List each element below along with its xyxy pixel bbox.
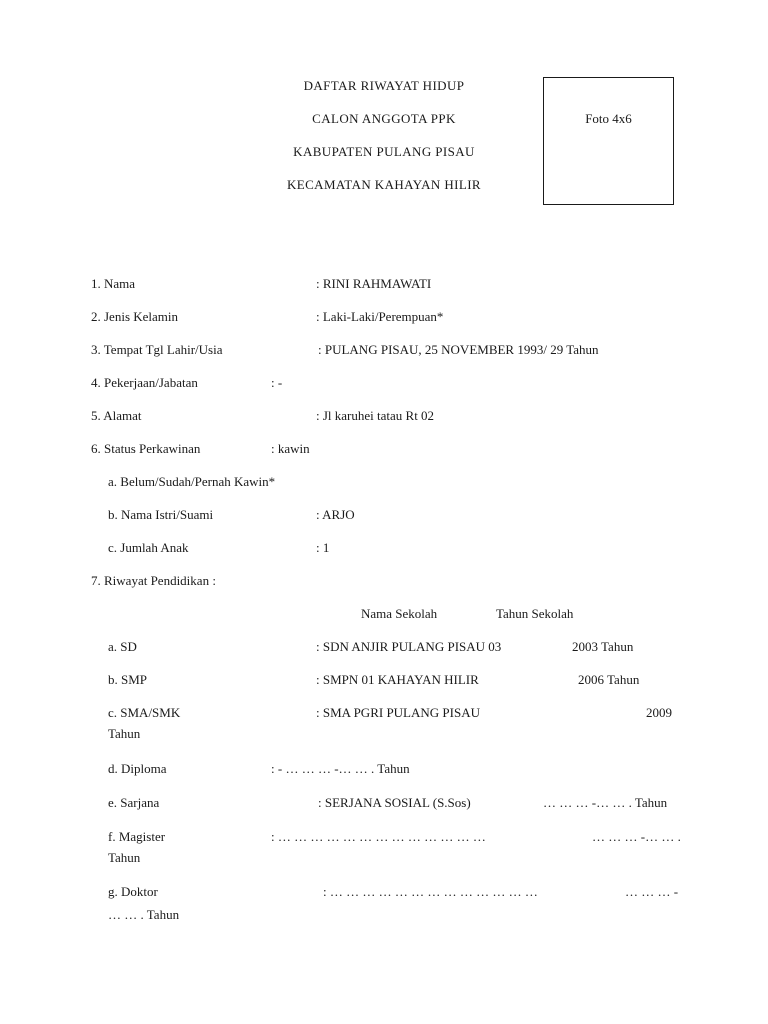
edu-label-sarjana: e. Sarjana — [108, 795, 160, 810]
field-value-jenis-kelamin: : Laki-Laki/Perempuan* — [316, 309, 444, 324]
field-label-pekerjaan: 4. Pekerjaan/Jabatan — [91, 375, 198, 390]
photo-placeholder-box — [543, 77, 674, 205]
edu-value-diploma: : - … … … -… … . Tahun — [271, 761, 410, 776]
edu-value-sarjana: : SERJANA SOSIAL (S.Sos) — [318, 795, 471, 810]
edu-label-sma: c. SMA/SMK — [108, 705, 181, 720]
edu-year-magister: … … … -… … . — [592, 829, 681, 844]
column-header-nama-sekolah: Nama Sekolah — [361, 606, 438, 621]
title-daftar-riwayat-hidup: DAFTAR RIWAYAT HIDUP — [303, 78, 465, 93]
field-value-status: : kawin — [271, 441, 310, 456]
column-header-tahun-sekolah: Tahun Sekolah — [496, 606, 574, 621]
edu-value-magister: : … … … … … … … … … … … … … — [271, 829, 486, 844]
edu-year-doktor-continued: … … . Tahun — [108, 907, 180, 922]
edu-year-smp: 2006 Tahun — [578, 672, 640, 687]
title-calon-anggota: CALON ANGGOTA PPK — [312, 111, 456, 126]
edu-label-smp: b. SMP — [108, 672, 148, 687]
edu-year-doktor: … … … - — [625, 884, 679, 899]
edu-year-sd: 2003 Tahun — [572, 639, 634, 654]
edu-label-diploma: d. Diploma — [108, 761, 167, 776]
field-label-nama: 1. Nama — [91, 276, 136, 291]
edu-value-sma: : SMA PGRI PULANG PISAU — [316, 705, 480, 720]
field-label-ttl: 3. Tempat Tgl Lahir/Usia — [91, 342, 223, 357]
edu-label-doktor: g. Doktor — [108, 884, 158, 899]
field-label-jenis-kelamin: 2. Jenis Kelamin — [91, 309, 179, 324]
edu-value-sd: : SDN ANJIR PULANG PISAU 03 — [316, 639, 502, 654]
edu-value-smp: : SMPN 01 KAHAYAN HILIR — [316, 672, 479, 687]
edu-year-sma: 2009 — [646, 705, 672, 720]
field-label-jumlah-anak: c. Jumlah Anak — [108, 540, 189, 555]
section-title-pendidikan: 7. Riwayat Pendidikan : — [91, 573, 216, 588]
edu-year-sarjana: … … … -… … . Tahun — [543, 795, 668, 810]
field-value-pekerjaan: : - — [271, 375, 283, 390]
photo-label: Foto 4x6 — [585, 111, 632, 126]
field-value-ttl: : PULANG PISAU, 25 NOVEMBER 1993/ 29 Tahun — [318, 342, 599, 357]
edu-label-magister: f. Magister — [108, 829, 166, 844]
field-value-nama: : RINI RAHMAWATI — [316, 276, 432, 291]
field-label-status: 6. Status Perkawinan — [91, 441, 201, 456]
field-label-alamat: 5. Alamat — [91, 408, 142, 423]
field-value-nama-istri-suami: : ARJO — [316, 507, 355, 522]
field-value-alamat: : Jl karuhei tatau Rt 02 — [316, 408, 435, 423]
edu-year-sma-continued: Tahun — [108, 726, 141, 741]
edu-value-doktor: : … … … … … … … … … … … … … — [323, 884, 538, 899]
field-label-nama-istri-suami: b. Nama Istri/Suami — [108, 507, 214, 522]
field-label-status-a: a. Belum/Sudah/Pernah Kawin* — [108, 474, 276, 489]
edu-label-sd: a. SD — [108, 639, 137, 654]
field-value-jumlah-anak: : 1 — [316, 540, 330, 555]
title-kabupaten: KABUPATEN PULANG PISAU — [293, 144, 475, 159]
title-kecamatan: KECAMATAN KAHAYAN HILIR — [286, 177, 481, 192]
edu-year-magister-continued: Tahun — [108, 850, 141, 865]
